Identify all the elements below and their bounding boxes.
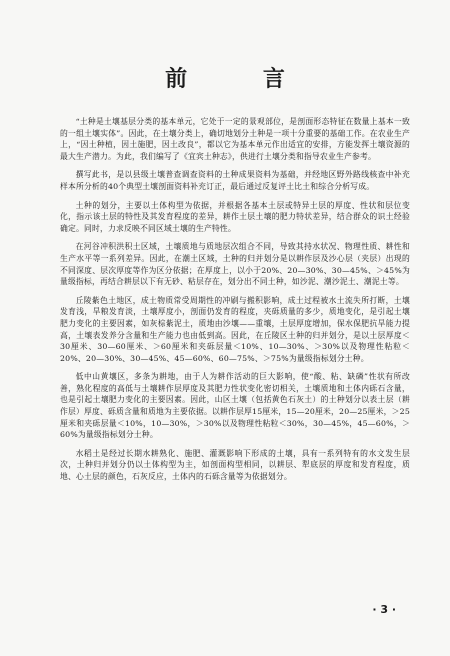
paragraph-3: 土种的划分，主要以土体构型为依据，并根据各基本土层或特异土层的厚度、性状和层位变化，指示该土层的特性及其发育程度的差异，耕作土层土壤的肥力特状差异，结合群众的识土经验确定。同时，力求反映不同区域土壤的生产特性。 [60,200,410,233]
paragraph-1: “土种是土壤基层分类的基本单元，它处于一定的景观部位，是剖面形态特征在数量上基本一致的一组土壤实体”。因此，在土壤分类上，确切地划分土种是一项十分重要的基础工作。在农业生产上，“因土种植，因土施肥，因土改良”，都以它为基本单元作出适宜的安排，方能发挥土壤资源的最大生产潜力。为此，我们编写了《宜宾土种志》，供进行土壤分类和指导农业生产参考。 [60,117,410,161]
page-number: · 3 · [372,603,396,616]
paragraph-2: 撰写此书，是以县级土壤普查调查资料的土种成果资料为基础，并经地区野外路线核查中补充样本所分析的40个典型土壤剖面资料补充订正，最后通过反复评土比土和综合分析写成。 [60,170,410,191]
document-body [60,116,410,490]
paragraph-7: 水稻土是经过长期水耕熟化、施肥、灌溉影响下形成的土壤，具有一系列特有的水文发生层次，土种归并划分仍以土体构型为主，如剖面构型相同，以耕层、犁底层的厚度和发育程度，质地、心土层的颜色，石灰反应，土体内的石砾含量等为依据划分。 [60,448,410,482]
paragraph-5: 丘陵紫色土地区，成土物质常受周期性的冲刷与搬积影响，成土过程被水土流失所打断，土壤发育浅，旱粮发育淡，土壤厚度小，剖面仍发育的程度，夹砾质量的多少，质地变化，是引起土壤肥力变化的主要因素，如灰棕紫泥土，质地由沙壤——重壤，土层厚度增加，保水保肥抗旱能力提高，土壤表发养分含量和生产能力也由低到高。因此，在丘陵区土种的归并划分，是以土层厚度＜30厘米、30—60厘米、＞60厘米和夹砾层量＜10%、10—30%、＞30%以及物理性粘粒＜20%、20—30%、30—45%、45—60%、60—75%、＞75%为量级指标划分土种。 [60,295,410,363]
page-title: 前 言 [165,67,319,92]
paragraph-6: 低中山黄壤区，多条为耕地，由于人为耕作活动的巨大影响，使“酸、粘、缺磷”性状有所改善，熟化程度的高低与土壤耕作层厚度及其肥力性状变化密切相关，土壤质地和土体内砾石含量，也是引起土壤肥力变化的主要因素。因此，山区土壤（包括黄色石灰土）的土种划分以表土层（耕作层）厚度、砾质含量和质地为主要依据。以耕作层厚15厘米，15—20厘米，20—25厘米，＞25厘米和夹砾层量＜10%，10—30%，＞30%以及物理性粘粒＜30%，30—45%，45—60%，＞60%为量级指标划分土种。 [60,372,410,440]
paragraph-4: 在河谷冲积洪积土区域，土壤质地与质地层次组合不同，导致其持水状况、物理性质、耕性和生产水平等一系列差异。因此，在潮土区域，土种的归并划分是以耕作层及沙心层（夹层）出现的不同深度、层次厚度等作为区分依据；在厚度上，以小于20%、20—30%、30—45%、＞45%为量级指标，再结合耕层以下有无砂、粘层存在，划分出不同土种，如沙泥、潮沙泥土、潮泥土等。 [60,242,410,287]
